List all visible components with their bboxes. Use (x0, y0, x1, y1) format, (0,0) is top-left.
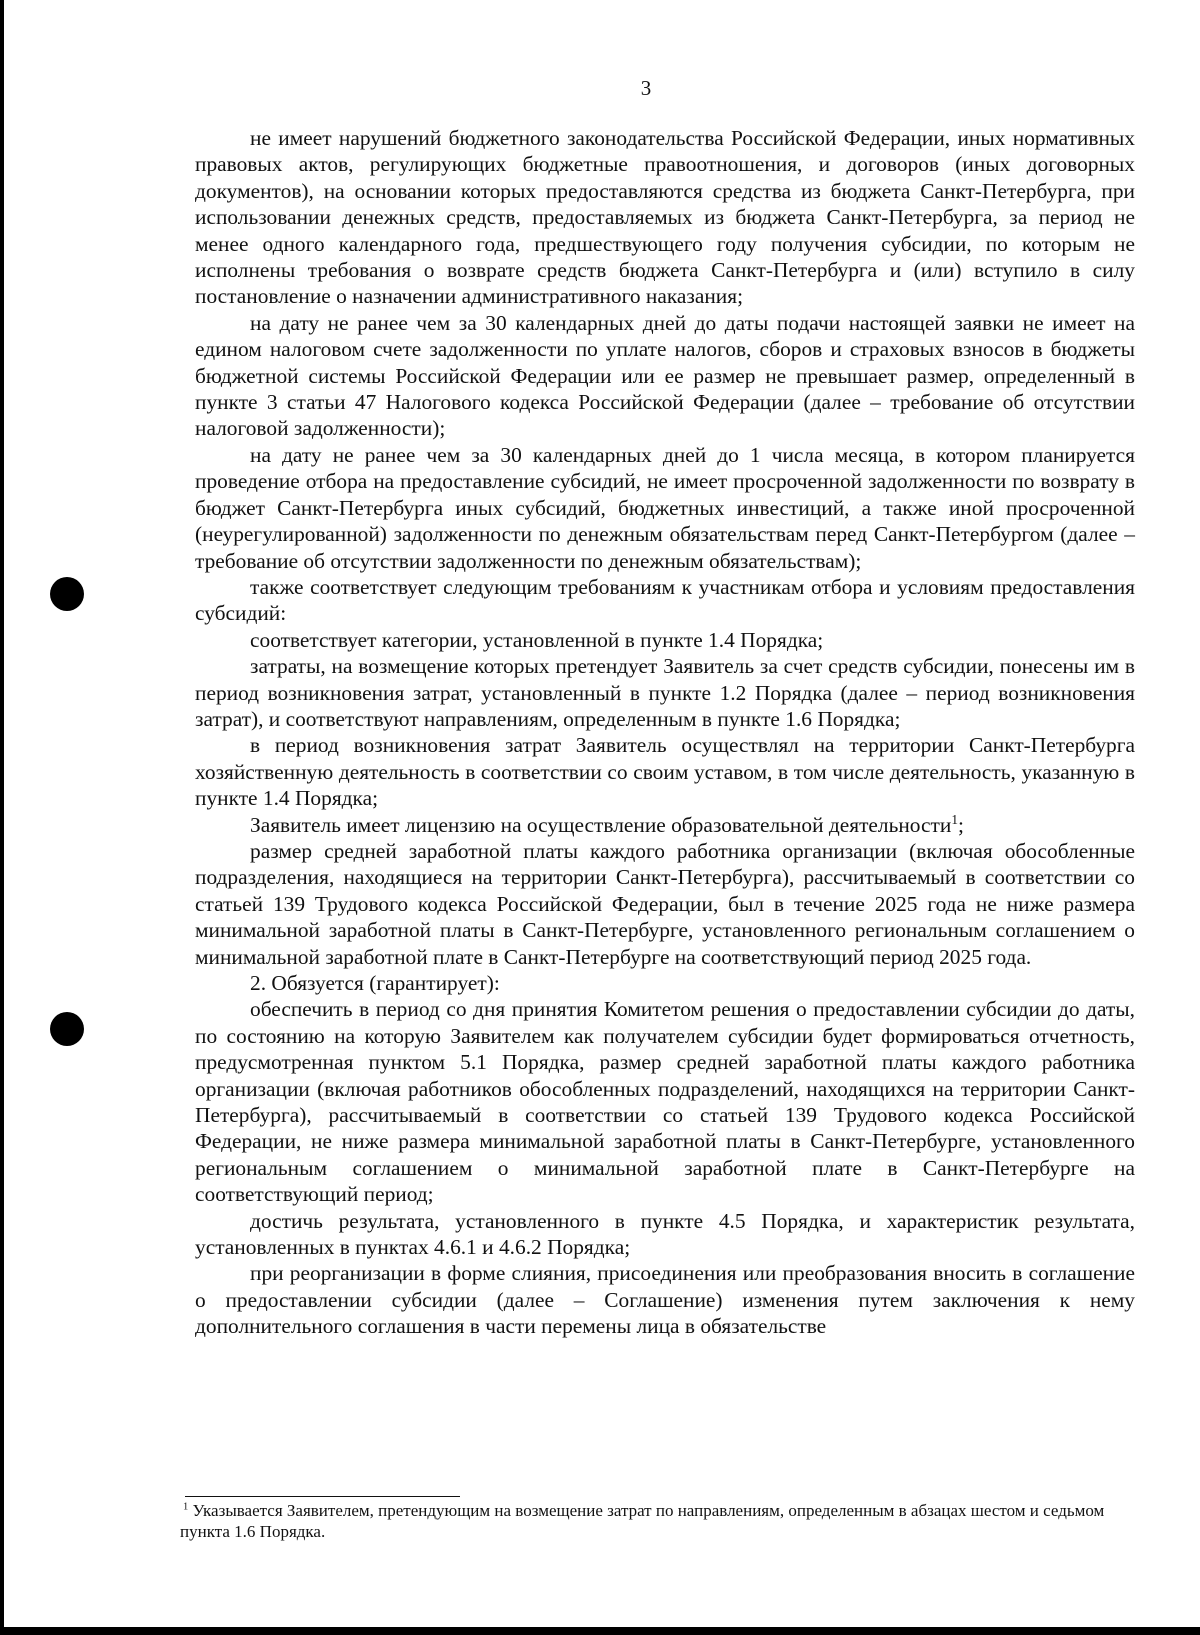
paragraph-with-footnote-ref (195, 812, 1135, 838)
scan-edge-left (0, 0, 4, 1635)
scan-edge-bottom (0, 1627, 1200, 1635)
paragraph-end-punctuation: ; (957, 812, 964, 837)
page-number: 3 (640, 76, 652, 100)
paragraph: достичь результата, установленного в пункте 4.5 Порядка, и характеристик результата, установленных в пунктах 4.6.1 и 4.6.2 Порядка; (195, 1208, 1135, 1260)
punch-hole-mark (50, 1012, 84, 1046)
paragraph-text: Заявитель имеет лицензию на осуществление образовательной деятельности (250, 812, 952, 837)
document-body (195, 125, 1135, 1340)
footnote-reference[interactable]: 1 (951, 811, 958, 827)
footnote (180, 1500, 1110, 1542)
paragraph: не имеет нарушений бюджетного законодательства Российской Федерации, иных нормативных правовых актов, регулирующих бюджетные правоотношения, и договоров (иных договорных документов), на основании которых предоставляются средства из бюджета Санкт-Петербурга, при использовании денежных средств, предоставляемых из бюджета Санкт-Петербурга, за период не менее одного календарного года, предшествующего году получения субсидии, по которым не исполнены требования о возврате средств бюджета Санкт-Петербурга и (или) вступило в силу постановление о назначении административного наказания; (195, 126, 1135, 309)
paragraph: на дату не ранее чем за 30 календарных дней до даты подачи настоящей заявки не имеет на едином налоговом счете задолженности по уплате налогов, сборов и страховых взносов в бюджеты бюджетной системы Российской Федерации или ее размер не превышает размер, определенный в пункте 3 статьи 47 Налогового кодекса Российской Федерации (далее – требование об отсутствии налоговой задолженности); (195, 310, 1135, 441)
footnote-marker: 1 (183, 1501, 189, 1513)
footnote-text: Указывается Заявителем, претендующим на возмещение затрат по направлениям, определенным в абзацах шестом и седьмом пункта 1.6 Порядка. (180, 1501, 1105, 1541)
punch-hole-mark (50, 577, 84, 611)
paragraph: соответствует категории, установленной в пункте 1.4 Порядка; (250, 627, 824, 652)
footnote-separator (185, 1496, 460, 1497)
section-heading: 2. Обязуется (гарантирует): (250, 971, 500, 995)
paragraph: размер средней заработной платы каждого работника организации (включая обособленные подразделения, находящиеся на территории Санкт-Петербурга), рассчитываемый в соответствии со статьей 139 Трудового кодекса Российской Федерации, был в течение 2025 года не ниже размера минимальной заработной платы в Санкт-Петербурге, установленного региональным соглашением о минимальной заработной плате в Санкт-Петербурге на соответствующий период 2025 года. (195, 838, 1135, 969)
paragraph: затраты, на возмещение которых претендует Заявитель за счет средств субсидии, понесены им в период возникновения затрат, установленный в пункте 1.2 Порядка (далее – период возникновения затрат), и соответствуют направлениям, определенным в пункте 1.6 Порядка; (195, 654, 1135, 731)
paragraph: на дату не ранее чем за 30 календарных дней до 1 числа месяца, в котором планируется проведение отбора на предоставление субсидий, не имеет просроченной задолженности по возврату в бюджет Санкт-Петербурга иных субсидий, бюджетных инвестиций, а также иной просроченной (неурегулированной) задолженности по денежным обязательствам перед Санкт-Петербургом (далее – требование об отсутствии задолженности по денежным обязательствам); (195, 442, 1135, 573)
paragraph: в период возникновения затрат Заявитель осуществлял на территории Санкт-Петербурга хозяйственную деятельность в соответствии со своим уставом, в том числе деятельность, указанную в пункте 1.4 Порядка; (195, 733, 1135, 811)
paragraph: при реорганизации в форме слияния, присоединения или преобразования вносить в соглашение о предоставлении субсидии (далее – Соглашение) изменения путем заключения к нему дополнительного соглашения в части перемены лица в обязательстве (195, 1261, 1135, 1339)
paragraph: также соответствует следующим требованиям к участникам отбора и условиям предоставления субсидий: (195, 574, 1135, 626)
paragraph: обеспечить в период со дня принятия Комитетом решения о предоставлении субсидии до даты, по состоянию на которую Заявителем как получателем субсидии будет формироваться отчетность, предусмотренная пунктом 5.1 Порядка, размер средней заработной платы каждого работника организации (включая работников обособленных подразделений, находящихся на территории Санкт-Петербурга), рассчитываемый в соответствии со статьей 139 Трудового кодекса Российской Федерации, не ниже размера минимальной заработной платы в Санкт-Петербурге, установленного региональным соглашением о минимальной заработной плате в Санкт-Петербурге на соответствующий период; (195, 997, 1135, 1207)
